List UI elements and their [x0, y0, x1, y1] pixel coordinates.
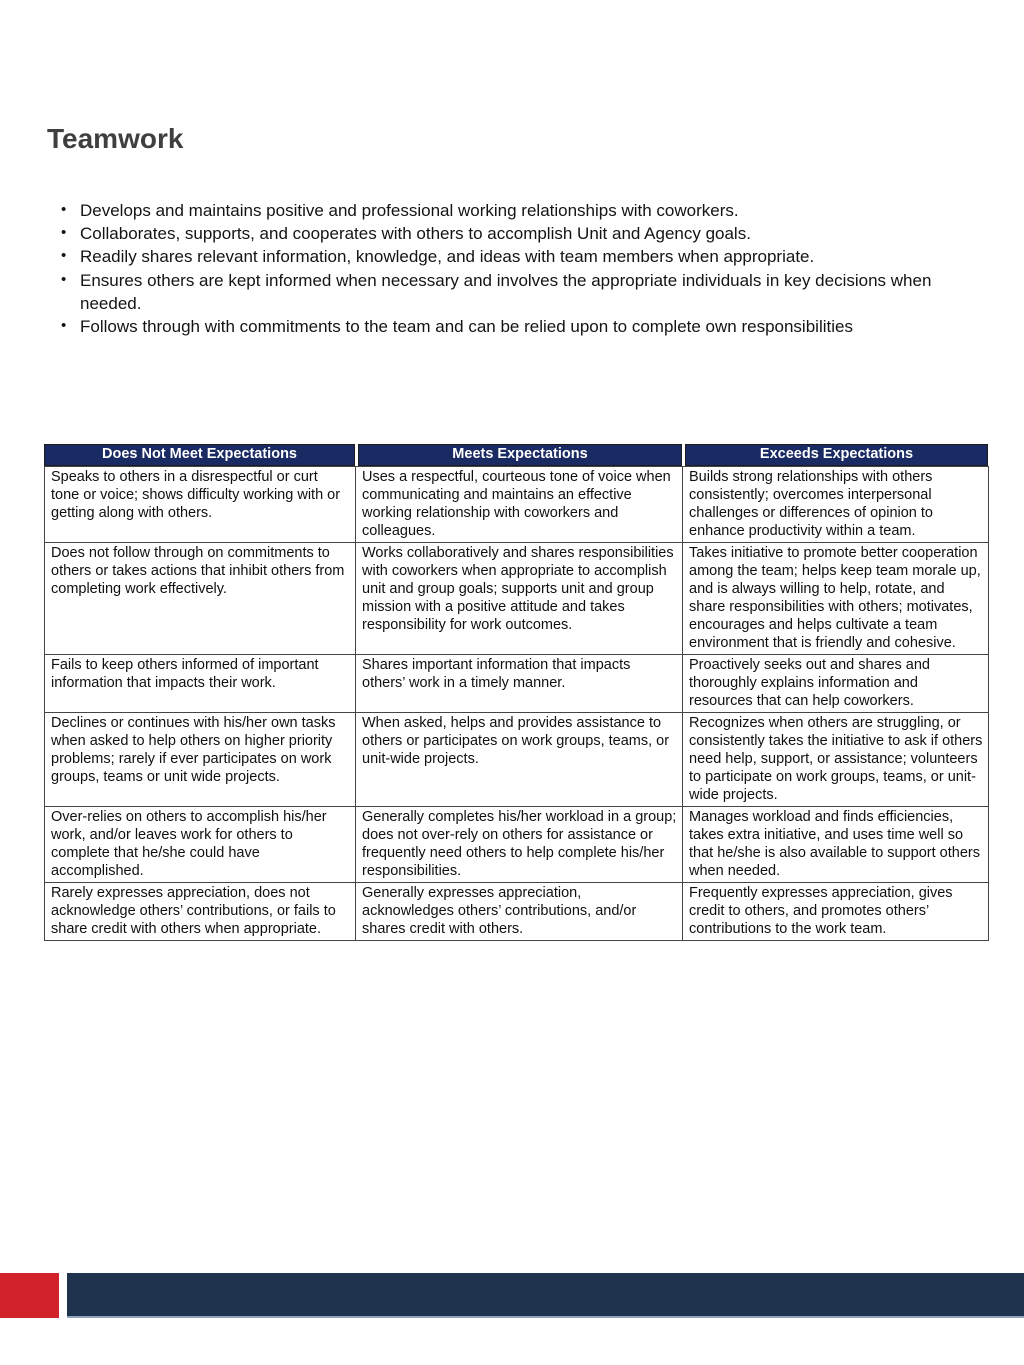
table-cell: Speaks to others in a disrespectful or curt tone or voice; shows difficulty working with or getting along with others.: [45, 467, 356, 543]
table-cell: Over-relies on others to accomplish his/her work, and/or leaves work for others to complete that he/she could have accomplished.: [45, 807, 356, 883]
header-does-not-meet: Does Not Meet Expectations: [44, 444, 355, 466]
table-cell: Recognizes when others are struggling, or consistently takes the initiative to ask if others need help, support, or assistance; volunteers to participate on work groups, teams, or unit-wide projects.: [683, 713, 989, 807]
table-cell: Shares important information that impacts others’ work in a timely manner.: [356, 655, 683, 713]
table-row: [45, 543, 989, 655]
table-cell: Generally expresses appreciation, acknowledges others’ contributions, and/or shares credit with others.: [356, 883, 683, 941]
table-cell: Frequently expresses appreciation, gives credit to others, and promotes others’ contributions to the work team.: [683, 883, 989, 941]
table-cell: Declines or continues with his/her own tasks when asked to help others on higher priority problems; rarely if ever participates on work groups, teams or unit wide projects.: [45, 713, 356, 807]
table-cell: Uses a respectful, courteous tone of voice when communicating and maintains an effective working relationship with coworkers and colleagues.: [356, 467, 683, 543]
header-exceeds: Exceeds Expectations: [685, 444, 988, 466]
table-cell: Generally completes his/her workload in a group; does not over-rely on others for assistance or frequently need others to help complete his/her responsibilities.: [356, 807, 683, 883]
table-cell: Builds strong relationships with others consistently; overcomes interpersonal challenges or differences of opinion to enhance productivity within a team.: [683, 467, 989, 543]
table-cell: When asked, helps and provides assistance to others or participates on work groups, teams, or unit-wide projects.: [356, 713, 683, 807]
table-cell: Fails to keep others informed of important information that impacts their work.: [45, 655, 356, 713]
table-row: [45, 713, 989, 807]
bullet-item: • Readily shares relevant information, knowledge, and ideas with team members when appropriate.: [59, 245, 984, 268]
page-title: Teamwork: [47, 123, 184, 154]
competency-bullet-list: [59, 199, 984, 338]
footer-navy-bar: [67, 1273, 1024, 1318]
rubric-body: [44, 466, 989, 941]
table-row: [45, 883, 989, 941]
table-cell: Does not follow through on commitments to others or takes actions that inhibit others from completing work effectively.: [45, 543, 356, 655]
table-cell: Works collaboratively and shares responsibilities with coworkers when appropriate to accomplish unit and group goals; supports unit and group mission with a positive attitude and takes responsibility for work outcomes.: [356, 543, 683, 655]
header-meets: Meets Expectations: [358, 444, 682, 466]
table-row: [45, 807, 989, 883]
table-cell: Proactively seeks out and shares and thoroughly explains information and resources that can help coworkers.: [683, 655, 989, 713]
table-cell: Takes initiative to promote better cooperation among the team; helps keep team morale up, and is always willing to help, rotate, and share responsibilities with others; motivates, encourages and helps cultivate a team environment that is friendly and cohesive.: [683, 543, 989, 655]
bullet-item: • Follows through with commitments to the team and can be relied upon to complete own responsibilities: [59, 315, 984, 338]
bullet-item: • Ensures others are kept informed when necessary and involves the appropriate individuals in key decisions when needed.: [59, 269, 984, 315]
table-row: [45, 467, 989, 543]
table-cell: Manages workload and finds efficiencies, takes extra initiative, and uses time well so that he/she is also available to support others when needed.: [683, 807, 989, 883]
rubric-header-row: [44, 444, 988, 466]
table-cell: Rarely expresses appreciation, does not acknowledge others’ contributions, or fails to share credit with others when appropriate.: [45, 883, 356, 941]
footer-red-accent-block: [0, 1273, 59, 1318]
bullet-item: • Develops and maintains positive and professional working relationships with coworkers.: [59, 199, 984, 222]
bullet-item: • Collaborates, supports, and cooperates with others to accomplish Unit and Agency goals.: [59, 222, 984, 245]
expectations-rubric-table: [44, 444, 988, 941]
table-row: [45, 655, 989, 713]
